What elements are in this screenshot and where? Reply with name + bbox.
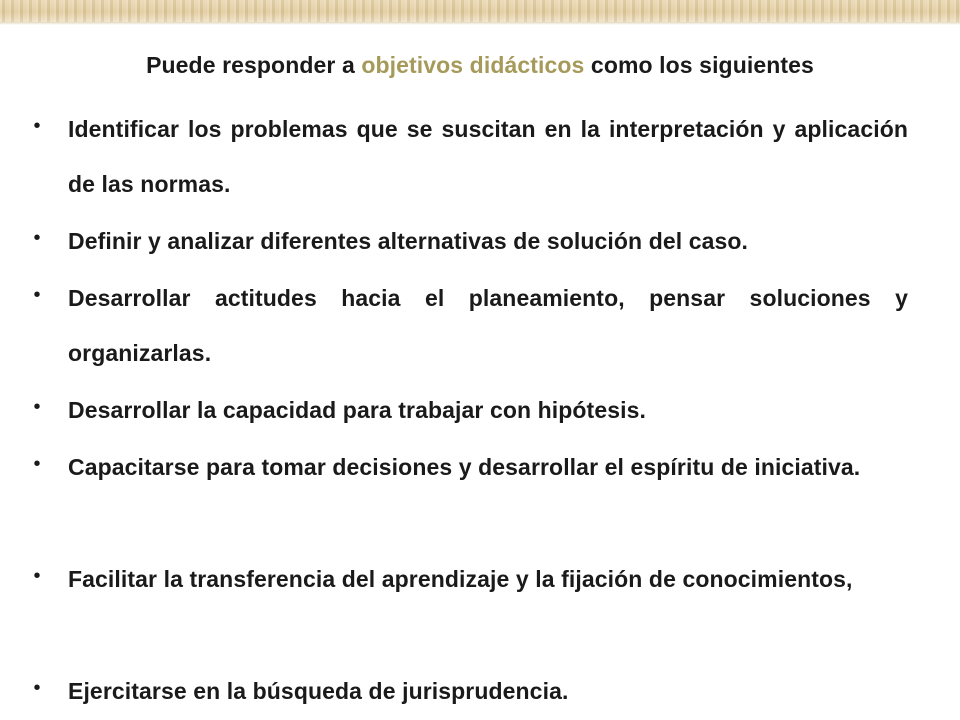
title-accent: objetivos didácticos bbox=[361, 52, 585, 78]
slide-title bbox=[0, 52, 960, 79]
list-item-text: Desarrollar la capacidad para trabajar con hipótesis. bbox=[68, 397, 646, 423]
list-item bbox=[0, 102, 960, 214]
list-item bbox=[0, 271, 960, 383]
list-item bbox=[0, 214, 960, 271]
bullet-icon: • bbox=[33, 396, 41, 418]
objectives-list bbox=[0, 102, 960, 720]
bullet-icon: • bbox=[33, 227, 41, 249]
list-item-text: Facilitar la transferencia del aprendizaje y la fijación de conocimientos, bbox=[68, 566, 853, 592]
list-item bbox=[0, 440, 960, 552]
title-prefix: Puede responder a bbox=[146, 52, 362, 78]
bullet-icon: • bbox=[33, 115, 41, 137]
list-item-text: Definir y analizar diferentes alternativas de solución del caso. bbox=[68, 228, 749, 254]
list-item bbox=[0, 383, 960, 440]
bullet-icon: • bbox=[33, 677, 41, 699]
list-item-text: Desarrollar actitudes hacia el planeamiento, pensar soluciones y organizarlas. bbox=[68, 285, 908, 366]
decorative-top-band bbox=[0, 0, 960, 22]
title-suffix: como los siguientes bbox=[584, 52, 814, 78]
bullet-icon: • bbox=[33, 453, 41, 475]
list-item-text: Ejercitarse en la búsqueda de jurisprudencia. bbox=[68, 678, 569, 704]
list-item-text: Identificar los problemas que se suscitan en la interpretación y aplicación de las normas. bbox=[68, 116, 908, 197]
top-band-shadow bbox=[0, 22, 960, 25]
bullet-icon: • bbox=[33, 565, 41, 587]
bullet-icon: • bbox=[33, 284, 41, 306]
list-item bbox=[0, 552, 960, 664]
list-item bbox=[0, 664, 960, 720]
list-item-text: Capacitarse para tomar decisiones y desarrollar el espíritu de iniciativa. bbox=[68, 454, 861, 480]
